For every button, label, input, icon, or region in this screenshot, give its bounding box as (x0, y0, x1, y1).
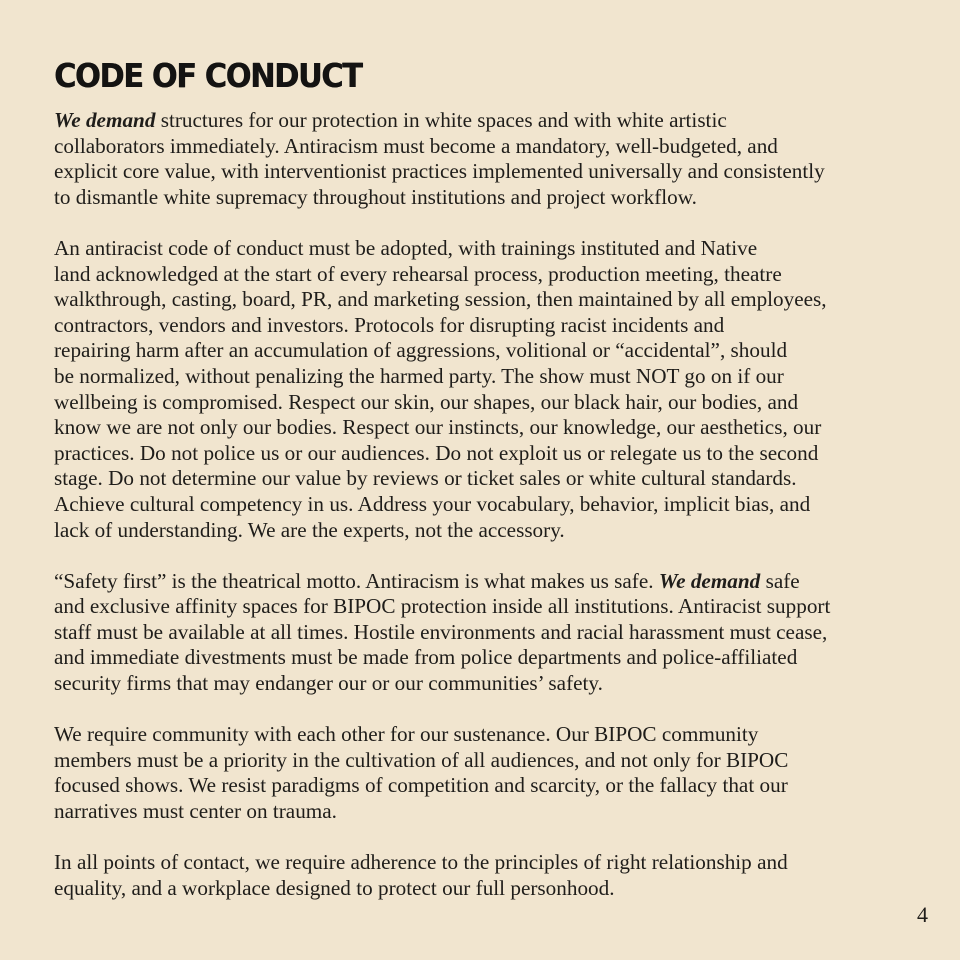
text-line: walkthrough, casting, board, PR, and marketing session, then maintained by all employees, (54, 287, 827, 312)
line-text: structures for our protection in white spaces and with white artistic (155, 108, 727, 132)
text-line: know we are not only our bodies. Respect our instincts, our knowledge, our aesthetics, our (54, 415, 822, 440)
paragraph-demand-structures (54, 108, 914, 210)
text-line (54, 108, 914, 134)
emphasis-text: We demand (54, 108, 156, 132)
line-text: safe (760, 568, 800, 593)
text-line: collaborators immediately. Antiracism must become a mandatory, well-budgeted, and (54, 133, 778, 158)
paragraph-community (54, 722, 914, 824)
line-text: “Safety first” is the theatrical motto. Antiracism is what makes us safe. (54, 568, 659, 593)
text-line: explicit core value, with interventionist practices implemented universally and consistently (54, 159, 825, 184)
text-line: repairing harm after an accumulation of aggressions, volitional or “accidental”, should (54, 338, 788, 363)
text-line: contractors, vendors and investors. Protocols for disrupting racist incidents and (54, 312, 725, 337)
paragraph-safety-first (54, 569, 914, 697)
text-line: lack of understanding. We are the experts, not the accessory. (54, 517, 565, 542)
text-line: security firms that may endanger our or our communities’ safety. (54, 671, 603, 696)
text-line: wellbeing is compromised. Respect our skin, our shapes, our black hair, our bodies, and (54, 389, 799, 414)
text-line: equality, and a workplace designed to protect our full personhood. (54, 875, 615, 900)
text-line: focused shows. We resist paradigms of competition and scarcity, or the fallacy that our (54, 773, 788, 798)
text-line: members must be a priority in the cultivation of all audiences, and not only for BIPOC (54, 747, 789, 772)
paragraph-points-of-contact (54, 850, 914, 901)
paragraph-antiracist-code (54, 236, 914, 543)
text-line: and exclusive affinity spaces for BIPOC protection inside all institutions. Antiracist support (54, 594, 831, 619)
text-line: narratives must center on trauma. (54, 799, 337, 824)
emphasis-text: We demand (658, 568, 761, 593)
text-line: In all points of contact, we require adherence to the principles of right relationship and (54, 850, 788, 875)
text-line: land acknowledged at the start of every rehearsal process, production meeting, theatre (54, 261, 782, 286)
text-line: to dismantle white supremacy throughout institutions and project workflow. (54, 184, 697, 209)
text-line: practices. Do not police us or our audiences. Do not exploit us or relegate us to the second (54, 440, 819, 465)
text-line: staff must be available at all times. Hostile environments and racial harassment must cease, (54, 619, 828, 644)
document-page (54, 56, 914, 901)
text-line (54, 569, 914, 595)
page-title: CODE OF CONDUCT (54, 56, 362, 95)
text-line: and immediate divestments must be made from police departments and police-affiliated (54, 645, 798, 670)
text-line: We require community with each other for our sustenance. Our BIPOC community (54, 722, 759, 747)
text-line: be normalized, without penalizing the harmed party. The show must NOT go on if our (54, 363, 784, 388)
text-line: Achieve cultural competency in us. Address your vocabulary, behavior, implicit bias, and (54, 491, 811, 516)
page-number: 4 (917, 902, 928, 927)
text-line: An antiracist code of conduct must be adopted, with trainings instituted and Native (54, 235, 758, 260)
text-line: stage. Do not determine our value by reviews or ticket sales or white cultural standards. (54, 466, 797, 491)
